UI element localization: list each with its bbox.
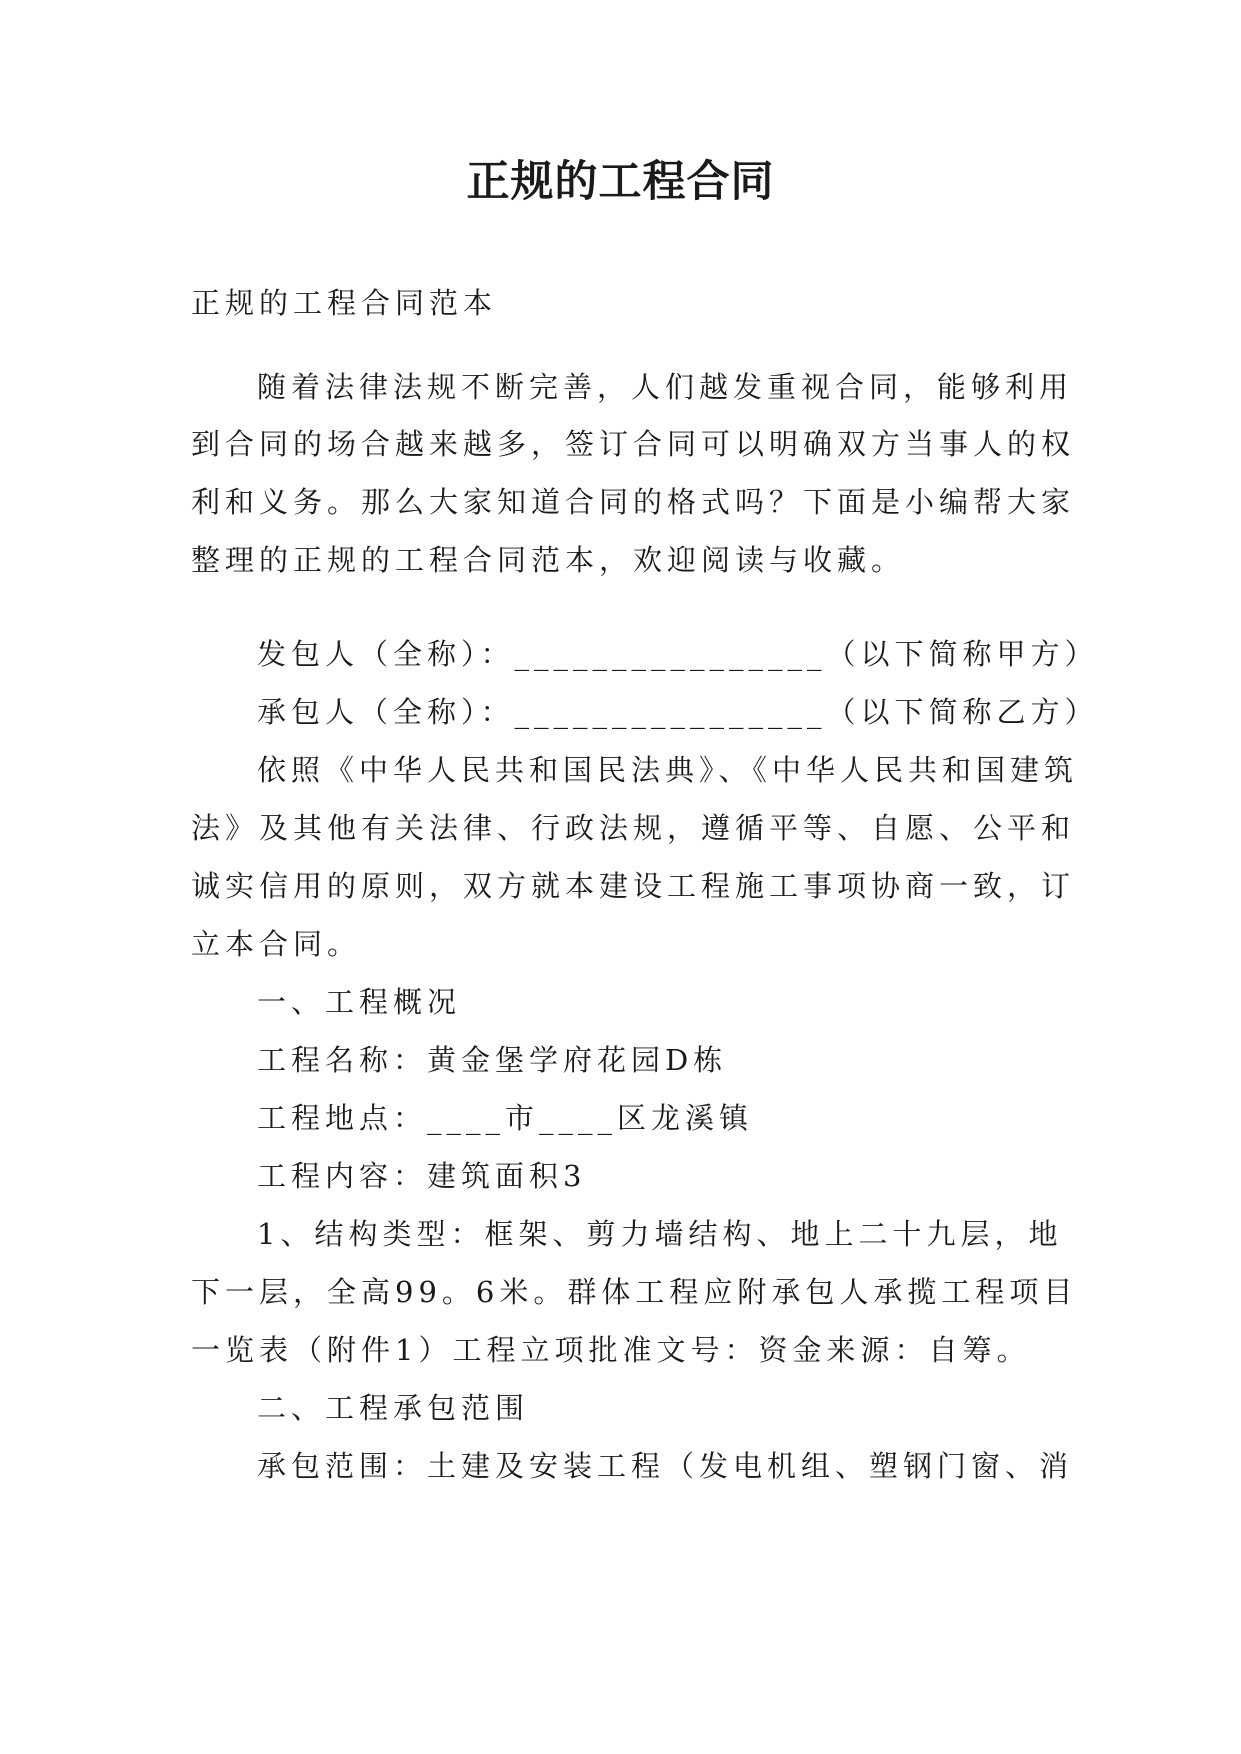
section-2-heading: 二、工程承包范围 [257, 1391, 530, 1425]
doc-subtitle: 正规的工程合同范本 [191, 286, 498, 320]
document-title: 正规的工程合同 [466, 157, 775, 207]
intro-line-1: 随着法律法规不断完善，人们越发重视合同，能够利用 [257, 370, 1074, 404]
structure-line-3: 一览表（附件1）工程立项批准文号：资金来源：自筹。 [191, 1333, 1031, 1367]
basis-line-3: 诚实信用的原则，双方就本建设工程施工事项协商一致，订 [191, 869, 1076, 903]
basis-line-4: 立本合同。 [191, 927, 362, 961]
section-1-heading: 一、工程概况 [257, 985, 462, 1019]
structure-line-1: 1、结构类型：框架、剪力墙结构、地上二十九层，地 [257, 1217, 1063, 1251]
basis-line-2: 法》及其他有关法律、行政法规，遵循平等、自愿、公平和 [191, 811, 1076, 845]
intro-line-2: 到合同的场合越来越多，签订合同可以明确双方当事人的权 [191, 427, 1076, 461]
party-b-line: 承包人（全称）：________________（以下简称乙方） [257, 695, 1099, 729]
scope-line-1: 承包范围：土建及安装工程（发电机组、塑钢门窗、消 [257, 1449, 1074, 1483]
intro-line-3: 利和义务。那么大家知道合同的格式吗？下面是小编帮大家 [191, 485, 1076, 519]
project-content-line: 工程内容：建筑面积3 [257, 1159, 587, 1193]
project-name-line: 工程名称：黄金堡学府花园D栋 [257, 1043, 728, 1077]
party-a-line: 发包人（全称）：________________（以下简称甲方） [257, 637, 1099, 671]
structure-line-2: 下一层，全高99。6米。群体工程应附承包人承揽工程项目 [191, 1275, 1078, 1309]
basis-line-1: 依照《中华人民共和国民法典》、《中华人民共和国建筑 [257, 753, 1079, 787]
intro-line-4: 整理的正规的工程合同范本，欢迎阅读与收藏。 [191, 543, 906, 577]
project-location-line: 工程地点：____市____区龙溪镇 [257, 1101, 754, 1135]
